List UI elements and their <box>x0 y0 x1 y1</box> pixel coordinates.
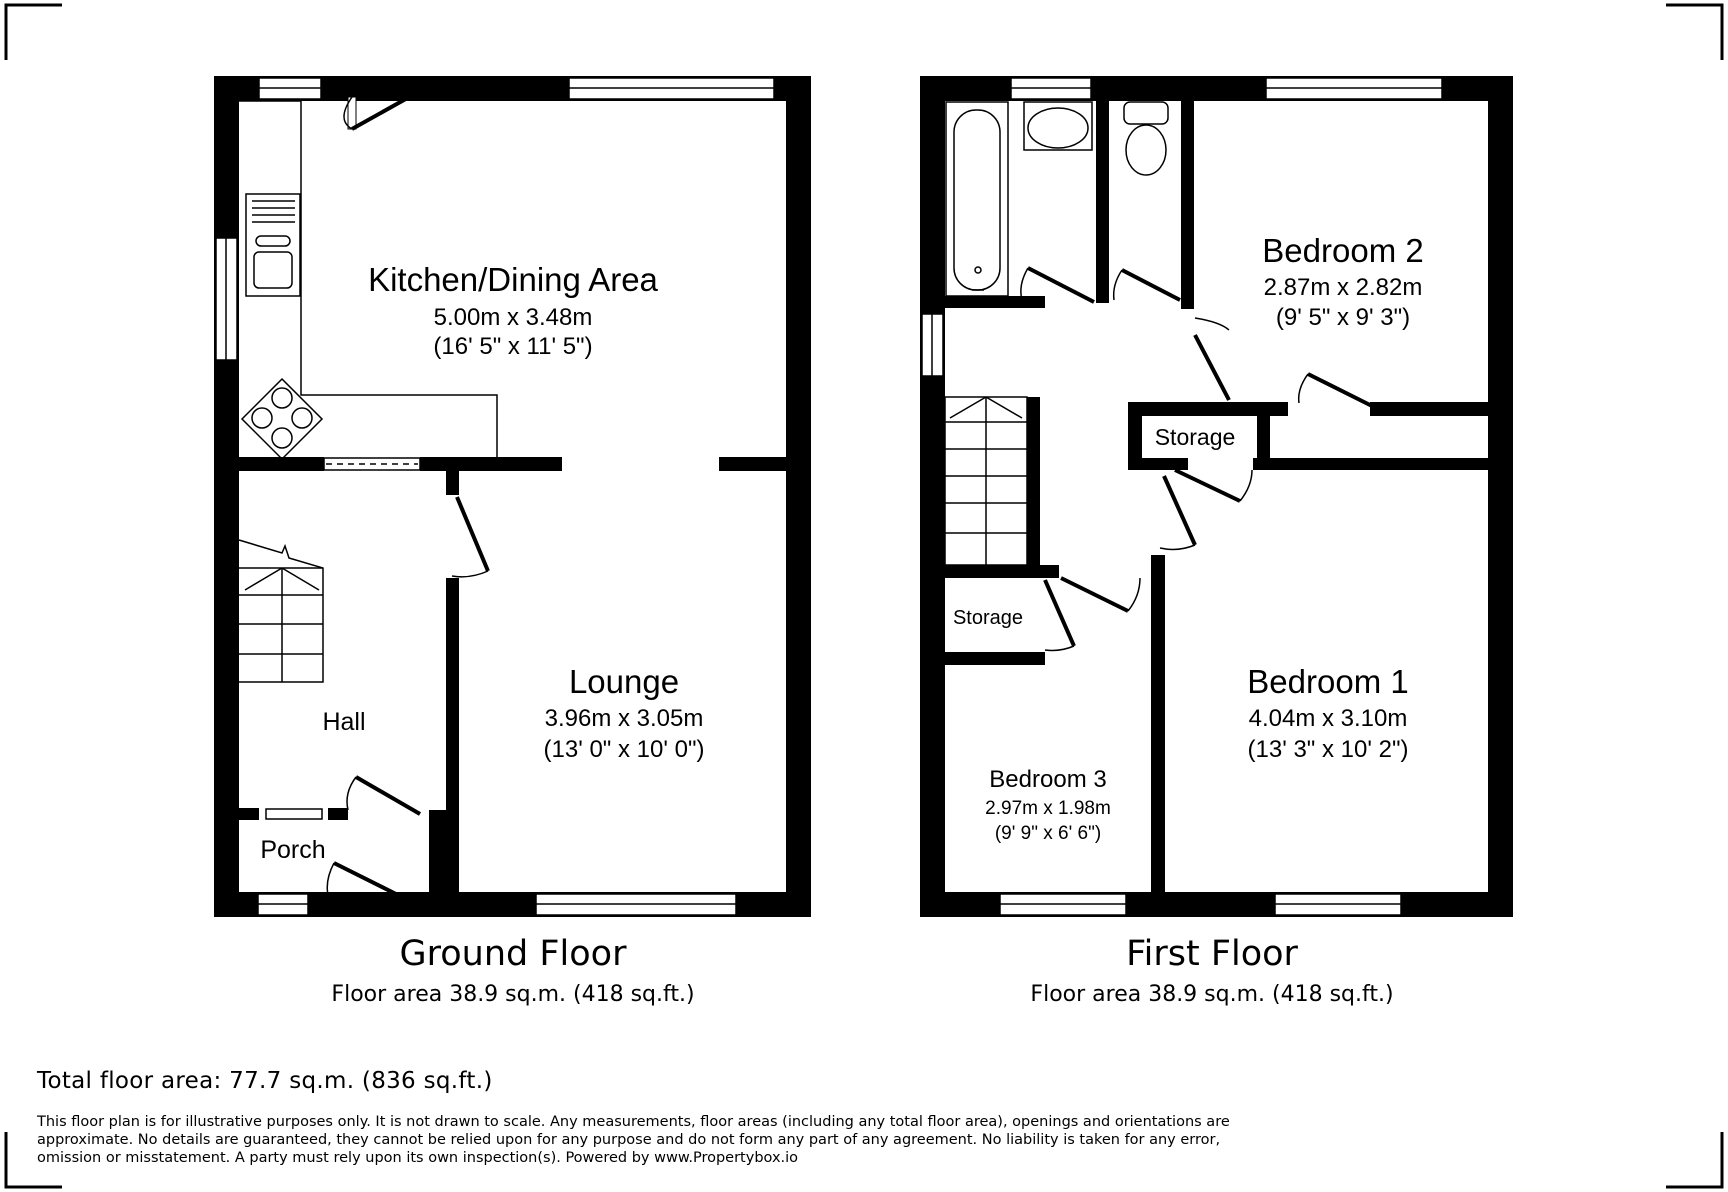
disclaimer-text: This floor plan is for illustrative purposes only. It is not drawn to scale. Any measurements, floor areas (including any total floor area), openings and orientations are approximate. No details are guaranteed, they cannot be relied upon for any purpose and do not form any part of any agreement. No liability is taken for any error, omission or misstatement. A party must rely upon its own inspection(s). Powered by www.Propertybox.io <box>37 1114 1230 1166</box>
bedroom1-imperial: (13' 3" x 10' 2") <box>1247 736 1409 763</box>
bedroom3-imperial: (9' 9" x 6' 6") <box>994 823 1102 844</box>
ground-outer-walls <box>214 76 811 917</box>
first-floor-title: First Floor <box>1126 934 1298 974</box>
bedroom1-name: Bedroom 1 <box>1247 663 1409 700</box>
ground-doors <box>327 91 488 896</box>
ground-interior-walls <box>239 457 786 892</box>
lounge-name: Lounge <box>568 663 680 700</box>
kitchen-name: Kitchen/Dining Area <box>368 261 658 298</box>
porch-name: Porch <box>260 836 326 864</box>
ground-floor-title: Ground Floor <box>399 934 627 974</box>
bedroom3-name: Bedroom 3 <box>989 766 1107 793</box>
hall-name: Hall <box>322 708 366 736</box>
bedroom2-imperial: (9' 5" x 9' 3") <box>1275 304 1411 331</box>
kitchen-imperial: (16' 5" x 11' 5") <box>433 333 593 360</box>
landing-stairs <box>945 397 1027 565</box>
bedroom3-metric: 2.97m x 1.98m <box>985 798 1111 819</box>
storage-landing-name: Storage <box>1154 424 1236 450</box>
toilet-icon <box>1124 102 1168 124</box>
hall-stairs <box>239 540 323 682</box>
hob-icon <box>242 379 322 459</box>
ground-floor-plan <box>214 76 811 917</box>
lounge-imperial: (13' 0" x 10' 0") <box>543 736 705 763</box>
storage-bedroom3-name: Storage <box>952 607 1024 629</box>
bedroom1-metric: 4.04m x 3.10m <box>1248 705 1408 732</box>
floor-captions <box>331 934 1393 1007</box>
first-floor-area: Floor area 38.9 sq.m. (418 sq.ft.) <box>1030 982 1394 1007</box>
lounge-metric: 3.96m x 3.05m <box>544 705 704 732</box>
room-labels <box>260 232 1423 864</box>
ground-floor-area: Floor area 38.9 sq.m. (418 sq.ft.) <box>331 982 695 1007</box>
total-floor-area: Total floor area: 77.7 sq.m. (836 sq.ft.) <box>37 1068 493 1094</box>
bedroom2-name: Bedroom 2 <box>1262 232 1424 269</box>
basin-icon <box>1024 102 1092 150</box>
kitchen-metric: 5.00m x 3.48m <box>433 304 593 331</box>
bathroom-fixtures <box>946 102 1168 296</box>
corner-marks <box>6 5 1722 1187</box>
bedroom2-metric: 2.87m x 2.82m <box>1263 274 1423 301</box>
